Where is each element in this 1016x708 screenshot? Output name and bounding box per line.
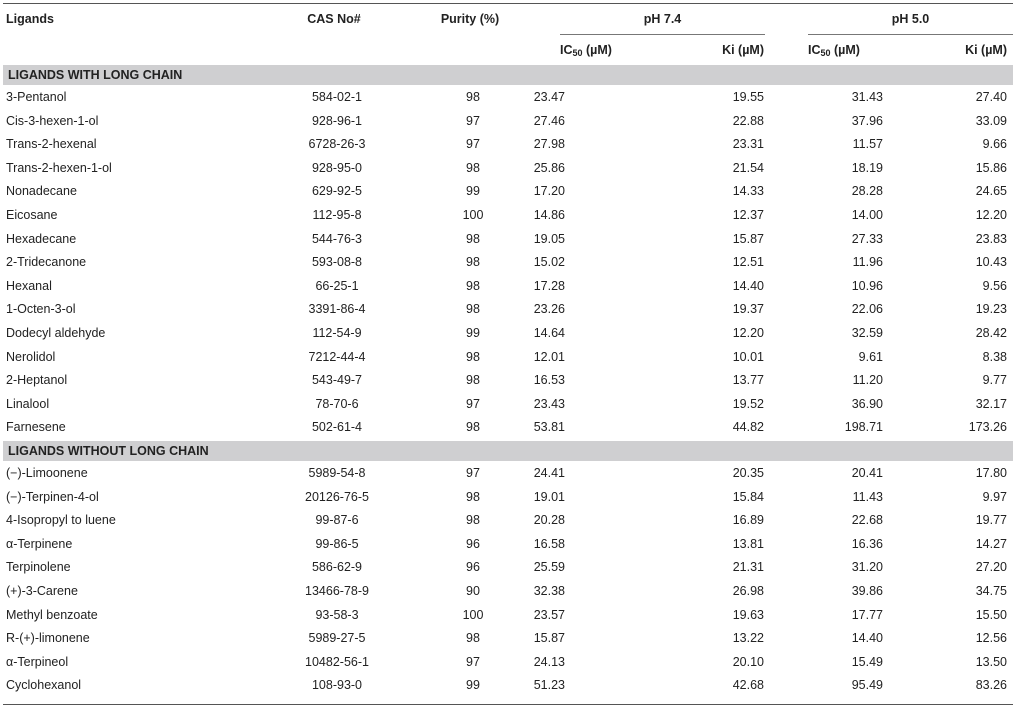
table-row bbox=[3, 228, 1013, 251]
purity-cell: 97 bbox=[466, 654, 480, 669]
ic50-ph-7-4-cell: 24.41 bbox=[533, 466, 565, 480]
purity-cell: 100 bbox=[462, 607, 484, 622]
ic50-ph-7-4-cell: 23.43 bbox=[533, 396, 565, 411]
ki-ph-7-4-cell: 20.35 bbox=[732, 466, 764, 480]
ki-ph-5-0-cell: 10.43 bbox=[975, 255, 1007, 270]
ligand-name-cell: Cis-3-hexen-1-ol bbox=[6, 113, 99, 128]
ki-ph-7-4-cell: 12.20 bbox=[732, 326, 764, 340]
ki-ph-7-4-cell: 21.54 bbox=[732, 160, 764, 175]
purity-cell: 98 bbox=[466, 90, 480, 104]
purity-cell: 90 bbox=[466, 584, 480, 598]
ki-ph-5-0-cell: 19.77 bbox=[975, 513, 1007, 528]
header-ic50-ph-5-0: $IC_{50}$ (µM) bbox=[808, 43, 860, 58]
purity-cell: 98 bbox=[466, 231, 480, 246]
ligand-name-cell: 3-Pentanol bbox=[6, 90, 67, 104]
table-row bbox=[3, 204, 1013, 227]
cas-number-cell: 3391-86-4 bbox=[308, 302, 366, 317]
ligand-name-cell: R-(+)-limonene bbox=[6, 631, 90, 646]
ic50-ph-7-4-cell: 14.86 bbox=[533, 208, 565, 222]
ligand-name-cell: Eicosane bbox=[6, 208, 58, 222]
ic50-ph-7-4-cell: 15.87 bbox=[533, 631, 565, 646]
table-row bbox=[3, 627, 1013, 650]
purity-cell: 100 bbox=[462, 208, 484, 222]
ic50-ph-5-0-cell: 22.06 bbox=[851, 302, 883, 317]
ki-ph-5-0-cell: 9.77 bbox=[982, 373, 1007, 388]
ic50-ph-5-0-cell: 31.43 bbox=[851, 90, 883, 104]
ligand-name-cell: 2-Heptanol bbox=[6, 373, 68, 388]
ligand-name-cell: (+)-3-Carene bbox=[6, 584, 78, 598]
ki-ph-7-4-cell: 21.31 bbox=[732, 560, 764, 575]
ic50-ph-5-0-cell: 15.49 bbox=[851, 654, 883, 669]
cas-number-cell: 586-62-9 bbox=[311, 560, 363, 575]
purity-cell: 97 bbox=[466, 137, 480, 152]
ic50-ph-7-4-cell: 23.57 bbox=[533, 607, 565, 622]
ligand-name-cell: Nonadecane bbox=[6, 184, 77, 199]
cas-number-cell: 584-02-1 bbox=[311, 90, 363, 104]
ki-ph-7-4-cell: 20.10 bbox=[732, 654, 764, 669]
header-ph-5-0: pH 5.0 bbox=[891, 12, 930, 26]
ic50-ph-7-4-cell: 16.53 bbox=[533, 373, 565, 388]
purity-cell: 99 bbox=[466, 326, 480, 340]
ligand-name-cell: Trans-2-hexenal bbox=[6, 137, 97, 152]
ic50-ph-5-0-cell: 95.49 bbox=[851, 678, 883, 693]
ic50-ph-5-0-cell: 10.96 bbox=[851, 278, 883, 293]
header-purity: Purity (%) bbox=[440, 12, 500, 26]
ki-ph-5-0-cell: 14.27 bbox=[975, 536, 1007, 551]
ki-ph-5-0-cell: 23.83 bbox=[975, 231, 1007, 246]
ic50-ph-7-4-cell: 27.46 bbox=[533, 113, 565, 128]
ki-ph-5-0-cell: 27.20 bbox=[975, 560, 1007, 575]
ic50-ph-7-4-cell: 16.58 bbox=[533, 536, 565, 551]
ki-ph-7-4-cell: 10.01 bbox=[732, 349, 764, 364]
table-row bbox=[3, 580, 1013, 603]
ic50-ph-7-4-cell: 23.26 bbox=[533, 302, 565, 317]
ic50-ph-5-0-cell: 32.59 bbox=[851, 326, 883, 340]
ic50-ph-7-4-cell: 17.28 bbox=[533, 278, 565, 293]
ligand-name-cell: α-Terpinene bbox=[6, 536, 73, 551]
cas-number-cell: 93-58-3 bbox=[315, 607, 359, 622]
table-row bbox=[3, 133, 1013, 156]
ki-ph-7-4-cell: 12.37 bbox=[732, 208, 764, 222]
purity-cell: 98 bbox=[466, 302, 480, 317]
ic50-ph-7-4-cell: 17.20 bbox=[533, 184, 565, 199]
cas-number-cell: 13466-78-9 bbox=[305, 584, 369, 598]
purity-cell: 97 bbox=[466, 396, 480, 411]
ic50-ph-5-0-cell: 14.00 bbox=[851, 208, 883, 222]
ligand-name-cell: Dodecyl aldehyde bbox=[6, 326, 106, 340]
ic50-ph-5-0-cell: 11.20 bbox=[852, 373, 883, 388]
section-header bbox=[3, 441, 1013, 461]
cas-number-cell: 78-70-6 bbox=[315, 396, 359, 411]
ligand-name-cell: Linalool bbox=[6, 396, 50, 411]
ic50-ph-7-4-cell: 27.98 bbox=[533, 137, 565, 152]
table-row bbox=[3, 651, 1013, 674]
ki-ph-5-0-cell: 24.65 bbox=[975, 184, 1007, 199]
table-row bbox=[3, 509, 1013, 532]
table-row bbox=[3, 556, 1013, 579]
ki-ph-5-0-cell: 28.42 bbox=[975, 326, 1007, 340]
ki-ph-7-4-cell: 13.22 bbox=[732, 631, 764, 646]
ki-ph-7-4-cell: 19.55 bbox=[732, 90, 764, 104]
ki-ph-7-4-cell: 19.63 bbox=[732, 607, 764, 622]
ki-ph-5-0-cell: 15.50 bbox=[975, 607, 1007, 622]
ki-ph-5-0-cell: 83.26 bbox=[975, 678, 1007, 693]
ki-ph-5-0-cell: 19.23 bbox=[975, 302, 1007, 317]
ic50-ph-7-4-cell: 25.86 bbox=[533, 160, 565, 175]
cas-number-cell: 502-61-4 bbox=[311, 420, 363, 435]
ic50-ph-5-0-cell: 39.86 bbox=[851, 584, 883, 598]
cas-number-cell: 10482-56-1 bbox=[305, 654, 369, 669]
ligand-name-cell: Cyclohexanol bbox=[6, 678, 82, 693]
ligand-name-cell: Terpinolene bbox=[6, 560, 71, 575]
ki-ph-5-0-cell: 12.20 bbox=[975, 208, 1007, 222]
header-ph-7-4: pH 7.4 bbox=[643, 12, 682, 26]
table-bottom-rule bbox=[3, 704, 1013, 705]
table-row bbox=[3, 157, 1013, 180]
ki-ph-5-0-cell: 15.86 bbox=[975, 160, 1007, 175]
ic50-ph-5-0-cell: 20.41 bbox=[851, 466, 883, 480]
purity-cell: 99 bbox=[466, 184, 480, 199]
table-row bbox=[3, 462, 1013, 485]
ligand-name-cell: 4-Isopropyl to luene bbox=[6, 513, 116, 528]
cas-number-cell: 108-93-0 bbox=[311, 678, 363, 693]
table-row bbox=[3, 322, 1013, 345]
ic50-ph-7-4-cell: 12.01 bbox=[533, 349, 565, 364]
ligand-name-cell: 2-Tridecanone bbox=[6, 255, 87, 270]
section-header bbox=[3, 65, 1013, 85]
purity-cell: 97 bbox=[466, 466, 480, 480]
purity-cell: 96 bbox=[466, 536, 480, 551]
cas-number-cell: 544-76-3 bbox=[311, 231, 363, 246]
ligand-name-cell: Farnesene bbox=[6, 420, 66, 435]
table-row bbox=[3, 298, 1013, 321]
table-row bbox=[3, 369, 1013, 392]
cas-number-cell: 928-96-1 bbox=[311, 113, 363, 128]
ic50-ph-7-4-cell: 20.28 bbox=[533, 513, 565, 528]
header-ic50-ph-7-4: $IC_{50}$ (µM) bbox=[560, 43, 612, 58]
cas-number-cell: 112-54-9 bbox=[312, 326, 362, 340]
header-ligands: Ligands bbox=[6, 12, 54, 26]
ki-ph-5-0-cell: 32.17 bbox=[975, 396, 1007, 411]
ki-ph-7-4-cell: 23.31 bbox=[732, 137, 764, 152]
ligand-name-cell: 1-Octen-3-ol bbox=[6, 302, 76, 317]
purity-cell: 98 bbox=[466, 278, 480, 293]
purity-cell: 98 bbox=[466, 489, 480, 504]
purity-cell: 98 bbox=[466, 255, 480, 270]
ki-ph-5-0-cell: 173.26 bbox=[968, 420, 1007, 435]
ki-ph-5-0-cell: 12.56 bbox=[975, 631, 1007, 646]
ic50-ph-5-0-cell: 27.33 bbox=[851, 231, 883, 246]
ic50-ph-7-4-cell: 53.81 bbox=[533, 420, 565, 435]
ki-ph-5-0-cell: 27.40 bbox=[975, 90, 1007, 104]
ligand-name-cell: Trans-2-hexen-1-ol bbox=[6, 160, 112, 175]
ph-7-4-underline bbox=[560, 34, 765, 35]
ic50-ph-5-0-cell: 28.28 bbox=[851, 184, 883, 199]
header-cas: CAS No# bbox=[307, 12, 361, 26]
ki-ph-5-0-cell: 9.56 bbox=[982, 278, 1007, 293]
ki-ph-5-0-cell: 9.66 bbox=[982, 137, 1007, 152]
ligand-name-cell: Methyl benzoate bbox=[6, 607, 98, 622]
purity-cell: 97 bbox=[466, 113, 480, 128]
ic50-ph-7-4-cell: 51.23 bbox=[533, 678, 565, 693]
ic50-ph-5-0-cell: 11.57 bbox=[852, 137, 883, 152]
table-row bbox=[3, 275, 1013, 298]
cas-number-cell: 20126-76-5 bbox=[305, 489, 369, 504]
ki-ph-7-4-cell: 14.33 bbox=[732, 184, 764, 199]
purity-cell: 98 bbox=[466, 373, 480, 388]
purity-cell: 98 bbox=[466, 349, 480, 364]
purity-cell: 99 bbox=[466, 678, 480, 693]
section-title: LIGANDS WITH LONG CHAIN bbox=[8, 68, 183, 82]
ligand-name-cell: (−)-Limoonene bbox=[6, 466, 88, 480]
cas-number-cell: 6728-26-3 bbox=[308, 137, 366, 152]
ki-ph-7-4-cell: 12.51 bbox=[732, 255, 764, 270]
table-row bbox=[3, 110, 1013, 133]
cas-number-cell: 629-92-5 bbox=[311, 184, 363, 199]
ki-ph-7-4-cell: 19.52 bbox=[732, 396, 764, 411]
header-ki-ph-7-4: Ki (µM) bbox=[722, 43, 764, 57]
ki-ph-7-4-cell: 15.84 bbox=[732, 489, 764, 504]
ligand-name-cell: Nerolidol bbox=[6, 349, 56, 364]
ic50-ph-5-0-cell: 11.43 bbox=[852, 489, 883, 504]
ic50-ph-5-0-cell: 9.61 bbox=[858, 349, 883, 364]
ic50-ph-7-4-cell: 19.05 bbox=[533, 231, 565, 246]
ki-ph-7-4-cell: 22.88 bbox=[732, 113, 764, 128]
cas-number-cell: 112-95-8 bbox=[312, 208, 362, 222]
ic50-ph-5-0-cell: 14.40 bbox=[851, 631, 883, 646]
ki-ph-7-4-cell: 42.68 bbox=[732, 678, 764, 693]
cas-number-cell: 99-87-6 bbox=[315, 513, 359, 528]
table-top-rule bbox=[3, 3, 1013, 4]
ic50-ph-5-0-cell: 31.20 bbox=[851, 560, 883, 575]
ki-ph-7-4-cell: 15.87 bbox=[732, 231, 764, 246]
ki-ph-7-4-cell: 26.98 bbox=[732, 584, 764, 598]
ki-ph-5-0-cell: 17.80 bbox=[975, 466, 1007, 480]
table-row bbox=[3, 416, 1013, 439]
ki-ph-7-4-cell: 19.37 bbox=[732, 302, 764, 317]
ic50-ph-5-0-cell: 17.77 bbox=[851, 607, 883, 622]
table-row bbox=[3, 180, 1013, 203]
purity-cell: 98 bbox=[466, 160, 480, 175]
ic50-ph-7-4-cell: 24.13 bbox=[533, 654, 565, 669]
ic50-ph-5-0-cell: 22.68 bbox=[851, 513, 883, 528]
ligand-name-cell: Hexanal bbox=[6, 278, 52, 293]
ic50-ph-7-4-cell: 32.38 bbox=[533, 584, 565, 598]
ki-ph-7-4-cell: 14.40 bbox=[732, 278, 764, 293]
purity-cell: 96 bbox=[466, 560, 480, 575]
ic50-ph-5-0-cell: 37.96 bbox=[851, 113, 883, 128]
cas-number-cell: 543-49-7 bbox=[311, 373, 363, 388]
ic50-ph-5-0-cell: 198.71 bbox=[844, 420, 883, 435]
ligand-name-cell: α-Terpineol bbox=[6, 654, 69, 669]
ic50-ph-5-0-cell: 36.90 bbox=[851, 396, 883, 411]
ic50-ph-7-4-cell: 19.01 bbox=[533, 489, 565, 504]
ki-ph-7-4-cell: 13.77 bbox=[732, 373, 764, 388]
ki-ph-5-0-cell: 13.50 bbox=[975, 654, 1007, 669]
header-ki-ph-5-0: Ki (µM) bbox=[965, 43, 1007, 57]
ligand-name-cell: (−)-Terpinen-4-ol bbox=[6, 489, 99, 504]
ki-ph-7-4-cell: 13.81 bbox=[732, 536, 764, 551]
ic50-ph-5-0-cell: 18.19 bbox=[851, 160, 883, 175]
table-row bbox=[3, 486, 1013, 509]
table-row bbox=[3, 346, 1013, 369]
purity-cell: 98 bbox=[466, 420, 480, 435]
cas-number-cell: 593-08-8 bbox=[311, 255, 363, 270]
ic50-ph-7-4-cell: 23.47 bbox=[533, 90, 565, 104]
purity-cell: 98 bbox=[466, 631, 480, 646]
table-row bbox=[3, 251, 1013, 274]
ki-ph-5-0-cell: 8.38 bbox=[982, 349, 1007, 364]
cas-number-cell: 66-25-1 bbox=[315, 278, 359, 293]
table-row bbox=[3, 86, 1013, 109]
table-row bbox=[3, 674, 1013, 697]
cas-number-cell: 928-95-0 bbox=[311, 160, 363, 175]
table-row bbox=[3, 533, 1013, 556]
purity-cell: 98 bbox=[466, 513, 480, 528]
cas-number-cell: 5989-54-8 bbox=[308, 466, 366, 480]
section-title: LIGANDS WITHOUT LONG CHAIN bbox=[8, 444, 209, 458]
ligand-name-cell: Hexadecane bbox=[6, 231, 77, 246]
ki-ph-5-0-cell: 9.97 bbox=[982, 489, 1007, 504]
ph-5-0-underline bbox=[808, 34, 1013, 35]
ki-ph-5-0-cell: 33.09 bbox=[975, 113, 1007, 128]
ic50-ph-5-0-cell: 16.36 bbox=[851, 536, 883, 551]
table-row bbox=[3, 604, 1013, 627]
ki-ph-7-4-cell: 16.89 bbox=[732, 513, 764, 528]
ki-ph-7-4-cell: 44.82 bbox=[732, 420, 764, 435]
ic50-ph-7-4-cell: 25.59 bbox=[533, 560, 565, 575]
ic50-ph-7-4-cell: 14.64 bbox=[533, 326, 565, 340]
cas-number-cell: 5989-27-5 bbox=[308, 631, 366, 646]
table-row bbox=[3, 393, 1013, 416]
ic50-ph-5-0-cell: 11.96 bbox=[852, 255, 883, 270]
cas-number-cell: 99-86-5 bbox=[315, 536, 359, 551]
ki-ph-5-0-cell: 34.75 bbox=[975, 584, 1007, 598]
ic50-ph-7-4-cell: 15.02 bbox=[533, 255, 565, 270]
cas-number-cell: 7212-44-4 bbox=[308, 349, 366, 364]
